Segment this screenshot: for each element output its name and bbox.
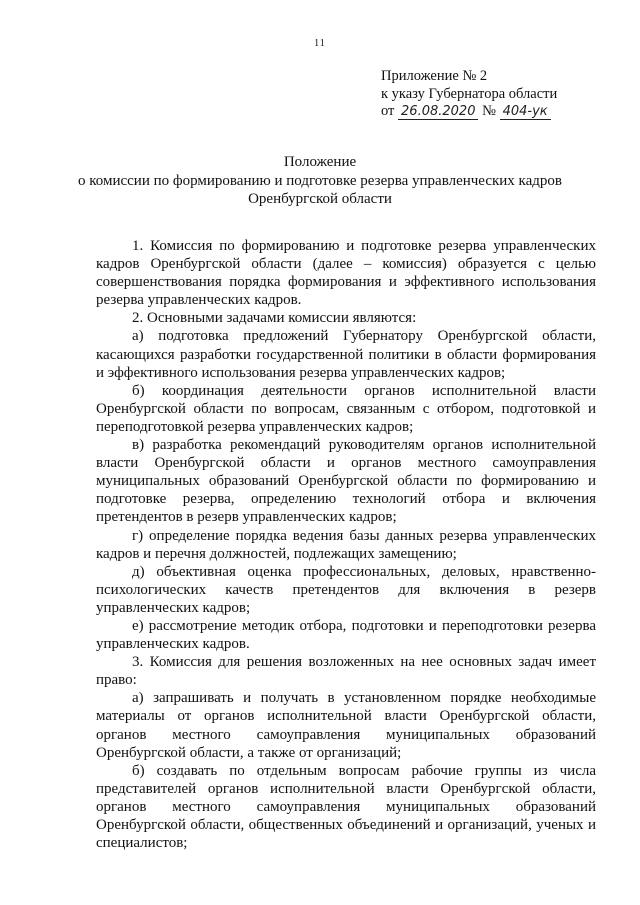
paragraph-2e: е) рассмотрение методик отбора, подготовки и переподготовки резерва управленческих кадров. [96, 617, 596, 653]
paragraph-2a: а) подготовка предложений Губернатору Оренбургской области, касающихся разработки государственной политики в области формирования и эффективного использования резерва управленческих кадров; [96, 328, 596, 381]
title-line-1: Положение [283, 154, 357, 170]
paragraph-2d: д) объективная оценка профессиональных, деловых, нравственно-психологических качеств претендентов для включения в резерв управленческих кадров; [96, 563, 596, 616]
page-number: 11 [314, 38, 326, 49]
appendix-date-line [381, 103, 631, 121]
paragraph-3b: б) создавать по отдельным вопросам рабочие группы из числа представителей органов исполнительной власти Оренбургской области, органов местного самоуправления муниципальных образований Оренбургской области, общественных объединений и организаций, ученых и специалистов; [96, 762, 596, 852]
appendix-number-sign: № [482, 103, 496, 119]
appendix-block [381, 68, 631, 121]
paragraph-2g: г) определение порядка ведения базы данных резерва управленческих кадров и перечня должностей, подлежащих замещению; [96, 527, 596, 562]
appendix-date-prefix: от [381, 103, 395, 119]
title-line-2: о комиссии по формированию и подготовке резерва управленческих кадров [77, 172, 562, 189]
appendix-title: Приложение № 2 [381, 68, 488, 84]
document-title [60, 153, 580, 209]
paragraph-2v: в) разработка рекомендаций руководителям органов исполнительной власти Оренбургской области и органов местного самоуправления муниципальных образований Оренбургской области по формированию и подготовке резерва, определению технологий отбора и включения претендентов в резерв управленческих кадров; [96, 437, 596, 526]
appendix-subtitle: к указу Губернатора области [381, 85, 558, 102]
document-body [96, 237, 596, 852]
paragraph-2: 2. Основными задачами комиссии являются: [132, 310, 417, 327]
paragraph-1: 1. Комиссия по формированию и подготовке резерва управленческих кадров Оренбургской области (далее – комиссия) образуется с целью совершенствования порядка формирования и эффективного использования резерва управленческих кадров. [96, 238, 596, 309]
paragraph-3a: а) запрашивать и получать в установленном порядке необходимые материалы от органов исполнительной власти Оренбургской области, органов местного самоуправления муниципальных образований Оренбургской области, а также от организаций; [96, 690, 596, 761]
paragraph-2b: б) координация деятельности органов исполнительной власти Оренбургской области по вопросам, связанным с отбором, подготовкой и переподготовкой резерва управленческих кадров; [96, 382, 596, 435]
title-line-3: Оренбургской области [248, 191, 392, 207]
handwritten-date: 26.08.2020 [398, 104, 478, 120]
handwritten-number: 404-ук [500, 104, 551, 120]
paragraph-3: 3. Комиссия для решения возложенных на нее основных задач имеет право: [96, 654, 596, 689]
